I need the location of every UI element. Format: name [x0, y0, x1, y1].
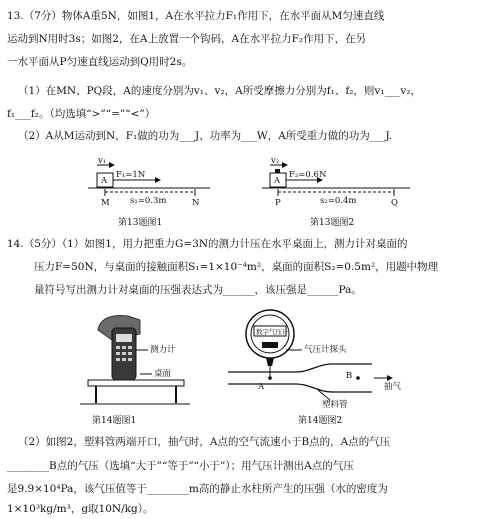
q13-fig1-box-label: A	[101, 176, 108, 186]
q13-line-6: （2）A从M运动到N，F₁做的功为___J、功率为___W，A所受重力做的功为___J.	[18, 130, 393, 142]
q13-fig1-end-point: N	[192, 198, 200, 208]
q14-fig2-point-a: A	[258, 382, 265, 392]
q14-part2-line-2: ________B点的气压（选填“大于”“等于”“小于”）；用气压计测出A点的气压	[7, 460, 354, 472]
q13-line-2: 运动到N用时3s；如图2，在A上放置一个钩码，A在水平拉力F₂作用下，在另	[7, 33, 367, 45]
q13-fig1-force-label: F₁=1N	[116, 170, 146, 180]
q13-line-5: f₁___f₂。（均选填“>”“=”“<”）	[7, 108, 156, 120]
q14-fig1	[80, 316, 190, 404]
q13-fig2-force-label: F₂=0.6N	[289, 170, 327, 180]
q13-fig2-caption: 第13题图2	[310, 218, 355, 228]
q13-fig2-box-label: A	[274, 176, 281, 186]
q13-fig1-velocity-label: v₁	[98, 156, 107, 166]
q14-fig2-point-b: B	[346, 371, 353, 381]
q13-fig2	[262, 165, 410, 196]
q13-line-4: （1）在MN、PQ段，A的速度分别为v₁、v₂，A所受摩擦力分别为f₁、f₂，则v₁___v₂，	[18, 85, 421, 97]
q14-line-1: 14.（5分）（1）如图1，用力把重力G=3N的测力计压在水平桌面上，测力计对桌面的	[7, 238, 408, 250]
q13-fig1-distance-label: s₁=0.3m	[130, 196, 167, 206]
q14-fig2-tube-label: 塑料管	[322, 400, 348, 410]
q14-fig1-gauge-label: 测力计	[150, 345, 176, 355]
q14-fig1-caption: 第14题图1	[92, 416, 137, 426]
q13-fig2-start-point: P	[275, 198, 281, 208]
q13-line-1: 13.（7分）物体A重5N，如图1，A在水平拉力F₁作用下，在水平面从M匀速直线	[7, 10, 385, 22]
q14-part2-line-3: 是9.9×10⁴Pa，该气压值等于________m高的静止水柱所产生的压强（水的密度为	[7, 483, 388, 495]
q13-fig1-caption: 第13题图1	[118, 218, 163, 228]
q13-fig2-velocity-label: v₂	[271, 156, 280, 166]
q14-part2-line-1: （2）如图2，塑料管两端开口，抽气时，A点的空气流速小于B点的，A点的气压	[18, 436, 391, 448]
q14-fig1-table-label: 桌面	[154, 369, 172, 379]
q13-fig1-start-point: M	[101, 198, 110, 208]
q14-fig2-pump-label: 抽气	[384, 382, 402, 392]
q14-fig2-caption: 第14题图2	[298, 416, 343, 426]
q13-fig2-end-point: Q	[391, 198, 398, 208]
q14-fig2-probe-label: 气压计探头	[304, 345, 347, 355]
q13-fig2-distance-label: s₂=0.4m	[320, 196, 357, 206]
q14-line-3: 量符号写出测力计对桌面的压强表达式为______，该压强是______Pa。	[34, 284, 362, 296]
q13-line-3: 一水平面从P匀速直线运动到Q用时2s。	[7, 56, 193, 68]
q14-fig2	[228, 310, 392, 400]
q14-fig2-display-label: 数字气压计	[256, 328, 289, 336]
q14-line-2: 压力F=50N，与桌面的接触面积S₁=1×10⁻⁴m²，桌面的面积S₂=0.5m²，用题中物理	[34, 261, 439, 273]
q14-part2-line-4: 1×10³kg/m³，g取10N/kg）。	[7, 503, 154, 515]
